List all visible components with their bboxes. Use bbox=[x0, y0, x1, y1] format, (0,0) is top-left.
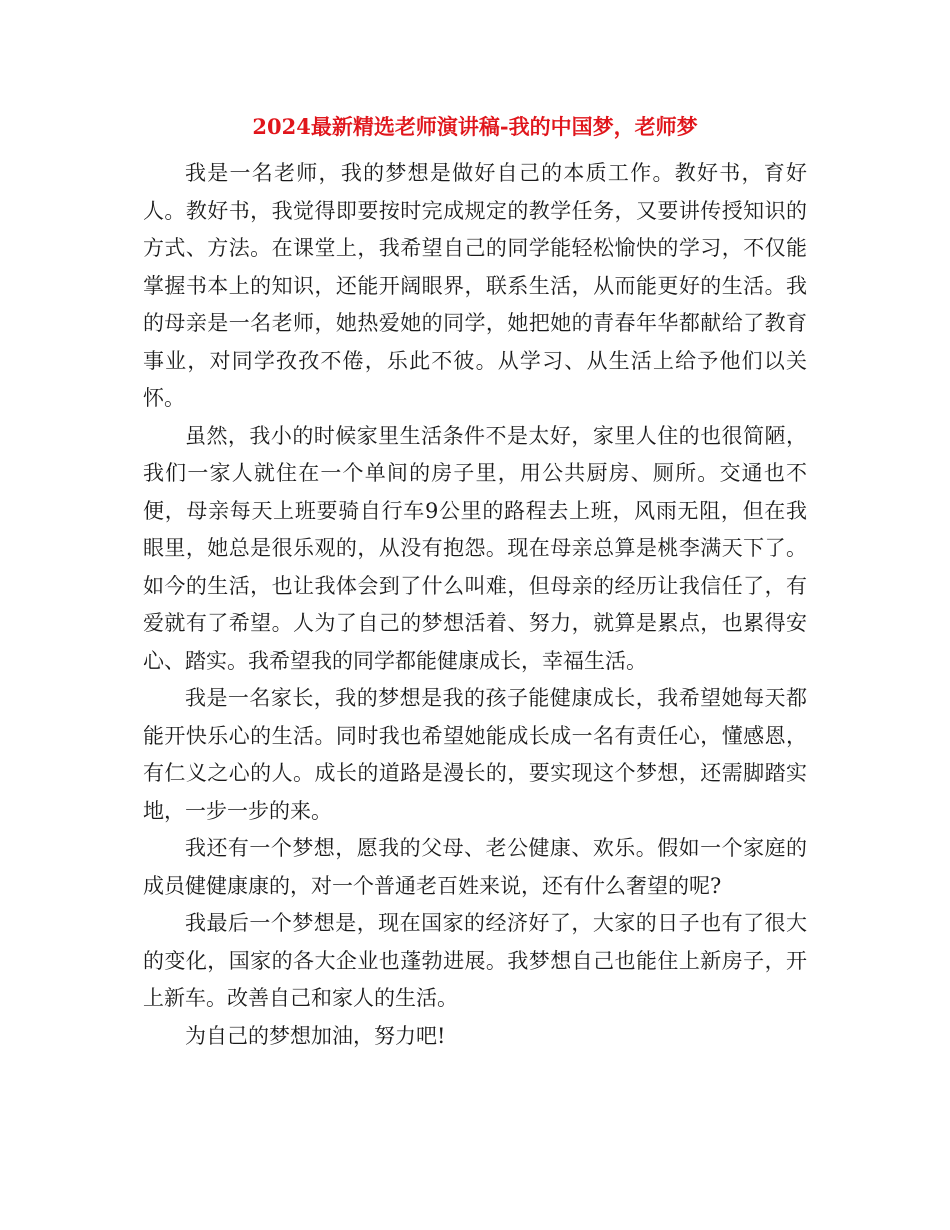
document-body bbox=[143, 155, 807, 1055]
document-title: 2024最新精选老师演讲稿-我的中国梦，老师梦 bbox=[252, 114, 698, 139]
paragraph-5: 我最后一个梦想是，现在国家的经济好了，大家的日子也有了很大的变化，国家的各大企业也蓬勃进展。我梦想自己也能住上新房子，开上新车。改善自己和家人的生活。 bbox=[143, 911, 807, 1010]
paragraph-2: 虽然，我小的时候家里生活条件不是太好，家里人住的也很简陋，我们一家人就住在一个单间的房子里，用公共厨房、厕所。交通也不便，母亲每天上班要骑自行车9公里的路程去上班，风雨无阻，但在我眼里，她总是很乐观的，从没有抱怨。现在母亲总算是桃李满天下了。如今的生活，也让我体会到了什么叫难，但母亲的经历让我信任了，有爱就有了希望。人为了自己的梦想活着、努力，就算是累点，也累得安心、踏实。我希望我的同学都能健康成长，幸福生活。 bbox=[143, 423, 807, 673]
paragraph-6: 为自己的梦想加油，努力吧! bbox=[185, 1023, 446, 1048]
paragraph-1: 我是一名老师，我的梦想是做好自己的本质工作。教好书，育好人。教好书，我觉得即要按时完成规定的教学任务，又要讲传授知识的方式、方法。在课堂上，我希望自己的同学能轻松愉快的学习，不仅能掌握书本上的知识，还能开阔眼界，联系生活，从而能更好的生活。我的母亲是一名老师，她热爱她的同学，她把她的青春年华都献给了教育事业，对同学孜孜不倦，乐此不彼。从学习、从生活上给予他们以关怀。 bbox=[143, 161, 807, 410]
paragraph-3: 我是一名家长，我的梦想是我的孩子能健康成长，我希望她每天都能开快乐心的生活。同时我也希望她能成长成一名有责任心，懂感恩，有仁义之心的人。成长的道路是漫长的，要实现这个梦想，还需脚踏实地，一步一步的来。 bbox=[143, 686, 807, 823]
paragraph-4: 我还有一个梦想，愿我的父母、老公健康、欢乐。假如一个家庭的成员健健康康的，对一个普通老百姓来说，还有什么奢望的呢? bbox=[143, 836, 807, 898]
